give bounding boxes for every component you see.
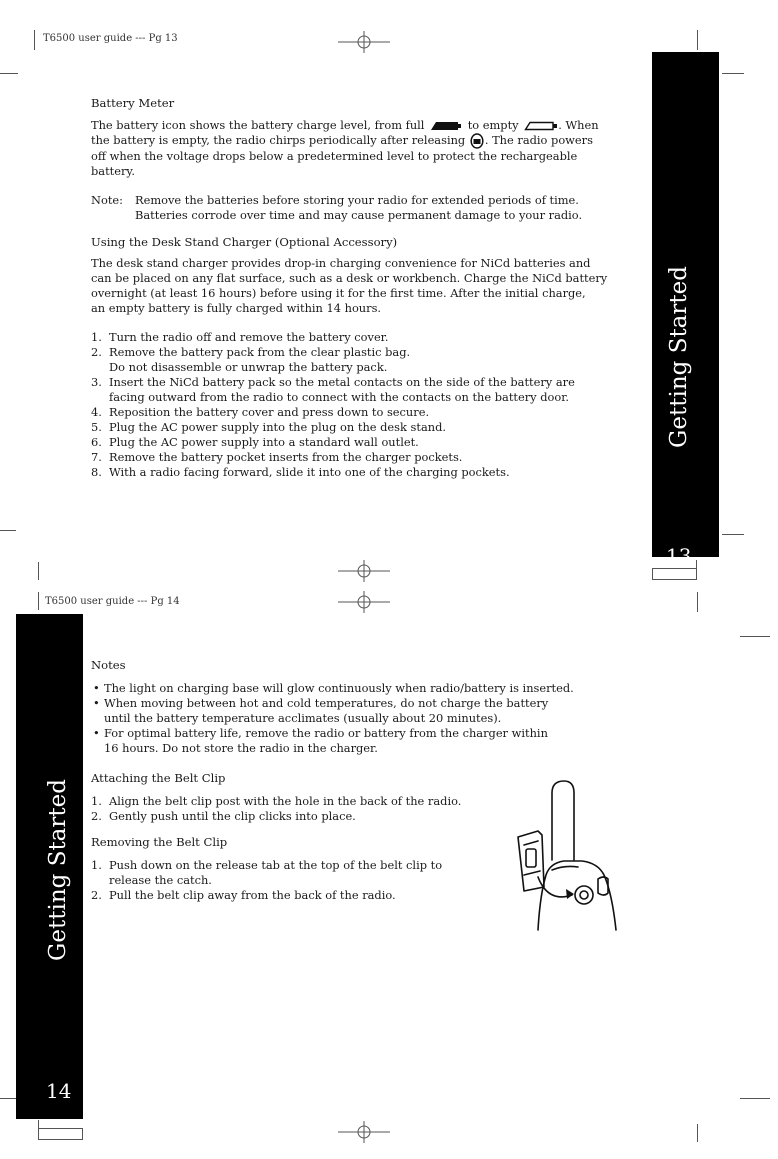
section-heading: Attaching the Belt Clip (91, 771, 226, 785)
text-line: The desk stand charger provides drop-in charging convenience for NiCd batteries and (91, 256, 591, 270)
text-line: an empty battery is fully charged within 14 hours. (91, 301, 382, 315)
text-line: off when the voltage drops below a predetermined level to protect the rechargeable (91, 149, 578, 163)
belt-clip-radio-illustration (512, 775, 630, 935)
note-text (135, 193, 582, 223)
list-item (91, 809, 461, 824)
list-number: 4. (91, 405, 102, 419)
crop-mark (697, 592, 698, 612)
crop-mark (34, 30, 35, 50)
text-line: Plug the AC power supply into a standard wall outlet. (109, 435, 419, 449)
text-line: 16 hours. Do not store the radio in the charger. (104, 741, 378, 755)
list-item (91, 420, 575, 435)
text-line: For optimal battery life, remove the radio or battery from the charger within (104, 726, 548, 740)
text-line: Align the belt clip post with the hole in the back of the radio. (109, 794, 462, 808)
text-line: Remove the battery pocket inserts from the charger pockets. (109, 450, 463, 464)
crop-mark (696, 560, 697, 580)
list-item (91, 450, 575, 465)
list-number: 2. (91, 345, 102, 359)
text-run: . When (558, 118, 599, 132)
crop-mark (38, 592, 39, 610)
crop-mark (652, 568, 697, 580)
list-item (91, 345, 575, 375)
text-line: With a radio facing forward, slide it into one of the charging pockets. (109, 465, 510, 479)
bullet-icon: • (93, 726, 100, 740)
text-run: . The radio powers (484, 133, 593, 147)
text-line: Reposition the battery cover and press down to secure. (109, 405, 430, 419)
registration-mark (338, 560, 390, 582)
text-line: Pull the belt clip away from the back of the radio. (109, 888, 396, 902)
crop-mark (38, 1128, 83, 1140)
crop-mark (722, 534, 744, 535)
text-line: Remove the battery pack from the clear plastic bag. (109, 345, 411, 359)
list-item (91, 794, 461, 809)
battery-meter-paragraph (91, 118, 651, 179)
bullet-icon: • (93, 696, 100, 710)
text-line: Plug the AC power supply into the plug on the desk stand. (109, 420, 447, 434)
desk-stand-paragraph (91, 256, 607, 316)
note-label: Note: (91, 193, 123, 207)
registration-mark (338, 591, 390, 613)
desk-stand-steps (91, 330, 575, 480)
section-heading: Battery Meter (91, 96, 175, 110)
battery-empty-icon (524, 121, 558, 131)
crop-mark (740, 636, 770, 637)
text-line: battery. (91, 164, 135, 178)
page-header: T6500 user guide --- Pg 13 (43, 33, 178, 44)
text-line: release the catch. (109, 873, 212, 887)
list-number: 1. (91, 794, 102, 808)
crop-mark (38, 1120, 39, 1140)
crop-mark (697, 30, 698, 50)
crop-mark (697, 1124, 698, 1142)
list-number: 3. (91, 375, 102, 389)
list-item (91, 435, 575, 450)
text-line: overnight (at least 16 hours) before using it for the first time. After the initial charge, (91, 286, 586, 300)
notes-list (91, 681, 574, 756)
text-run: the battery is empty, the radio chirps periodically after releasing (91, 133, 466, 147)
list-item (91, 465, 575, 480)
text-line: The light on charging base will glow continuously when radio/battery is inserted. (104, 681, 574, 695)
ptt-button-icon (470, 133, 484, 149)
list-item (91, 330, 575, 345)
text-line: Turn the radio off and remove the battery cover. (109, 330, 389, 344)
list-number: 8. (91, 465, 102, 479)
section-heading: Using the Desk Stand Charger (Optional Accessory) (91, 235, 398, 249)
list-number: 6. (91, 435, 102, 449)
text-line: can be placed on any flat surface, such as a desk or workbench. Charge the NiCd battery (91, 271, 608, 285)
crop-mark (740, 1098, 770, 1099)
list-item (91, 375, 575, 405)
section-tab-label: Getting Started (666, 266, 692, 448)
section-heading: Removing the Belt Clip (91, 835, 228, 849)
list-number: 2. (91, 888, 102, 902)
list-item (91, 405, 575, 420)
list-item (91, 888, 442, 903)
list-item (91, 681, 574, 696)
page-number: 14 (46, 1079, 72, 1103)
list-number: 7. (91, 450, 102, 464)
list-number: 1. (91, 858, 102, 872)
attach-steps (91, 794, 461, 824)
registration-mark (338, 1121, 390, 1143)
text-line: Push down on the release tab at the top of the belt clip to (109, 858, 443, 872)
text-run: The battery icon shows the battery charge level, from full (91, 118, 425, 132)
text-line: When moving between hot and cold temperatures, do not charge the battery (104, 696, 549, 710)
text-line: Insert the NiCd battery pack so the metal contacts on the side of the battery are (109, 375, 575, 389)
crop-mark (38, 562, 39, 580)
crop-mark (0, 530, 16, 531)
section-heading: Notes (91, 658, 126, 672)
crop-mark (0, 1098, 16, 1099)
text-run: to empty (467, 118, 519, 132)
list-number: 2. (91, 809, 102, 823)
bullet-icon: • (93, 681, 100, 695)
registration-mark (338, 31, 390, 53)
text-line: Do not disassemble or unwrap the battery pack. (109, 360, 388, 374)
list-item (91, 726, 574, 756)
text-line: Batteries corrode over time and may cause permanent damage to your radio. (135, 208, 583, 222)
battery-full-icon (430, 121, 462, 131)
remove-steps (91, 858, 442, 903)
list-item (91, 858, 442, 888)
list-item (91, 696, 574, 726)
page-number: 13 (666, 544, 692, 568)
section-tab (652, 52, 719, 568)
list-number: 1. (91, 330, 102, 344)
text-line: until the battery temperature acclimates (usually about 20 minutes). (104, 711, 502, 725)
text-line: Remove the batteries before storing your radio for extended periods of time. (135, 193, 579, 207)
section-tab (16, 614, 83, 1119)
crop-mark (0, 73, 18, 74)
text-line: facing outward from the radio to connect with the contacts on the battery door. (109, 390, 570, 404)
page-header: T6500 user guide --- Pg 14 (45, 596, 180, 607)
text-line: Gently push until the clip clicks into place. (109, 809, 356, 823)
list-number: 5. (91, 420, 102, 434)
crop-mark (722, 73, 744, 74)
section-tab-label: Getting Started (45, 779, 71, 961)
